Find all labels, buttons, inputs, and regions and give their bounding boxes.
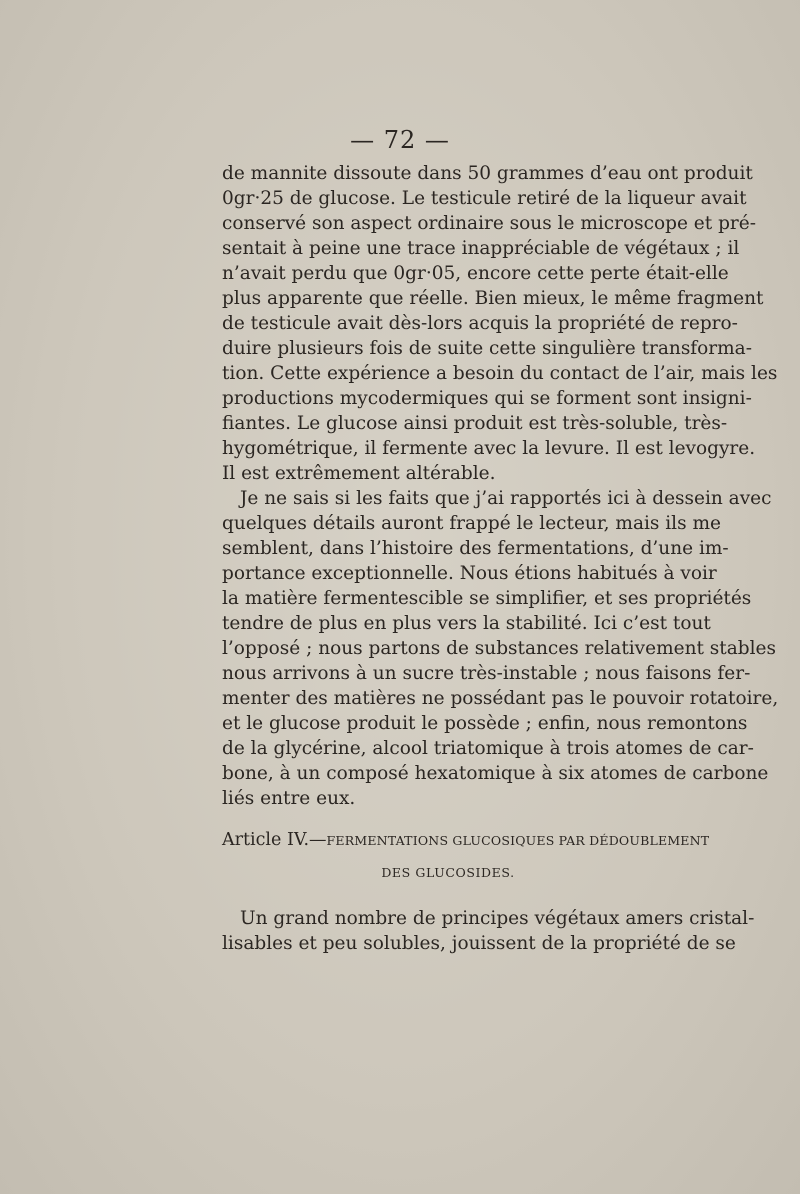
heading-dash: —: [309, 830, 327, 850]
text-line: sentait à peine une trace inappréciable de végétaux ; il: [222, 238, 740, 259]
text-line: hygométrique, il fermente avec la levure. Il est levogyre.: [222, 438, 756, 459]
text-line: Un grand nombre de principes végétaux amers cristal-: [240, 908, 755, 929]
text-line: de mannite dissoute dans 50 grammes d’eau ont produit: [222, 163, 753, 184]
text-line: tion. Cette expérience a besoin du contact de l’air, mais les: [222, 363, 778, 384]
text-line: tendre de plus en plus vers la stabilité. Ici c’est tout: [222, 613, 711, 634]
text-line: et le glucose produit le possède ; enfin, nous remontons: [222, 713, 748, 734]
text-line: quelques détails auront frappé le lecteur, mais ils me: [222, 513, 721, 534]
page-number: — 72 —: [350, 126, 450, 154]
text-line: conservé son aspect ordinaire sous le microscope et pré-: [222, 213, 756, 234]
text-line: duire plusieurs fois de suite cette singulière transforma-: [222, 338, 752, 359]
text-line: la matière fermentescible se simplifier, et ses propriétés: [222, 588, 752, 609]
paragraph-2: [222, 486, 779, 811]
text-line: Je ne sais si les faits que j’ai rapportés ici à dessein avec: [240, 488, 772, 509]
paragraph-1: [222, 161, 778, 486]
text-line: liés entre eux.: [222, 788, 356, 809]
article-number: Article IV.: [222, 830, 310, 850]
text-line: nous arrivons à un sucre très-instable ; nous faisons fer-: [222, 663, 751, 684]
text-line: de la glycérine, alcool triatomique à trois atomes de car-: [222, 738, 754, 759]
text-line: Il est extrêmement altérable.: [222, 463, 496, 484]
article-heading: [222, 830, 710, 850]
text-line: de testicule avait dès-lors acquis la propriété de repro-: [222, 313, 738, 334]
text-line: portance exceptionnelle. Nous étions habitués à voir: [222, 563, 717, 584]
text-line: 0gr·25 de glucose. Le testicule retiré de la liqueur avait: [222, 188, 747, 209]
text-line: plus apparente que réelle. Bien mieux, le même fragment: [222, 288, 764, 309]
text-line: bone, à un composé hexatomique à six atomes de carbone: [222, 763, 769, 784]
text-line: l’opposé ; nous partons de substances relativement stables: [222, 638, 776, 659]
article-subheading: DES GLUCOSIDES.: [381, 865, 515, 880]
text-line: fiantes. Le glucose ainsi produit est très-soluble, très-: [222, 413, 728, 434]
text-line: n’avait perdu que 0gr·05, encore cette perte était-elle: [222, 263, 729, 284]
text-line: menter des matières ne possédant pas le pouvoir rotatoire,: [222, 688, 779, 709]
text-line: lisables et peu solubles, jouissent de la propriété de se: [222, 933, 736, 954]
text-line: semblent, dans l’histoire des fermentations, d’une im-: [222, 538, 729, 559]
article-title: FERMENTATIONS GLUCOSIQUES PAR DÉDOUBLEMENT: [326, 833, 710, 848]
text-line: productions mycodermiques qui se forment sont insigni-: [222, 388, 752, 409]
paragraph-3: [222, 906, 755, 956]
